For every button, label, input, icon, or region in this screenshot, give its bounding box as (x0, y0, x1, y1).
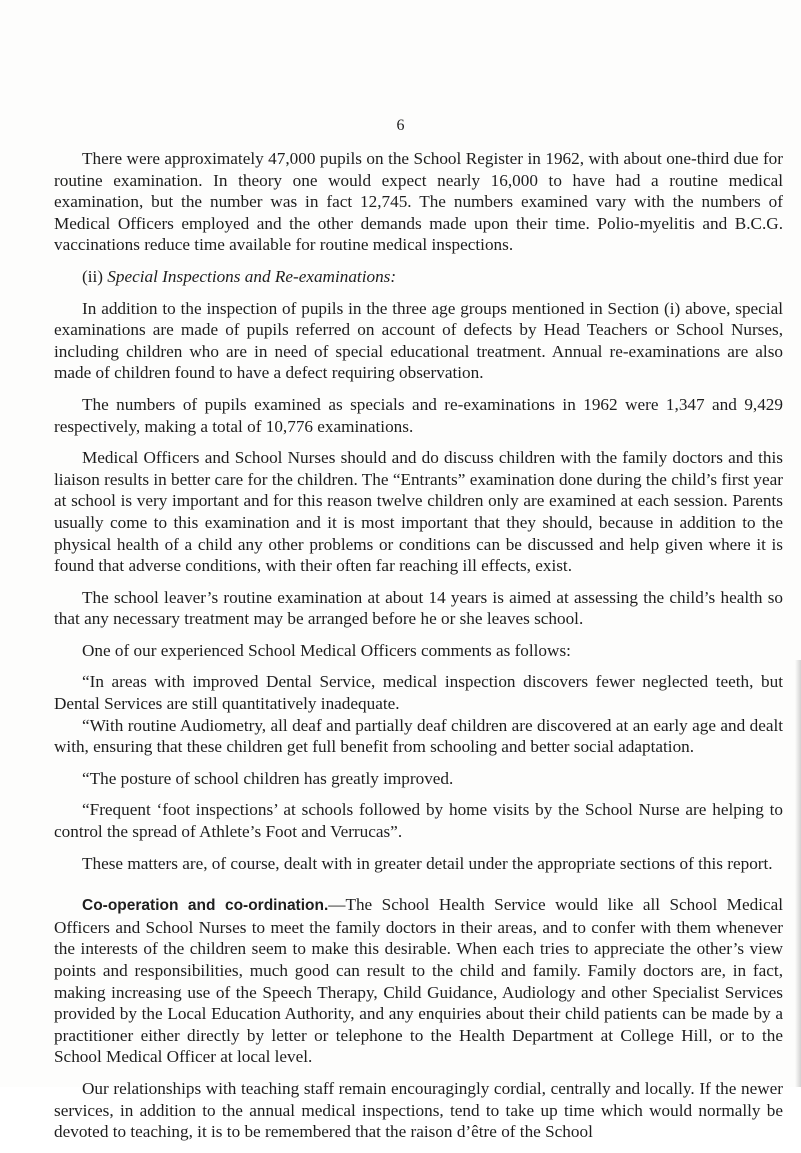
section-number: (ii) (82, 266, 108, 286)
paragraph-further-detail: These matters are, of course, dealt with in greater detail under the appropriate sections of this report. (82, 853, 773, 873)
quote-audiometry: “With routine Audiometry, all deaf and partially deaf children are discovered at an early age and dealt with, ensuring that these children get full benefit from schooling and better social adaptation. (54, 715, 783, 757)
quote-foot-inspections: “Frequent ‘foot inspections’ at schools followed by home visits by the School Nurse are helping to control the spread of Athlete’s Foot and Verrucas”. (54, 800, 783, 842)
cooperation-heading: Co-operation and co-ordination. (82, 897, 329, 915)
section-title: Special Inspections and Re-examinations: (107, 266, 397, 286)
paragraph-comments-intro: One of our experienced School Medical Officers comments as follows: (82, 640, 571, 660)
quote-posture: “The posture of school children has greatly improved. (82, 768, 454, 788)
paragraph-cooperation (54, 894, 783, 1068)
section-heading (54, 266, 783, 288)
page-number: 6 (396, 117, 405, 134)
body-text (54, 148, 783, 1153)
paragraph-special-examinations: In addition to the inspection of pupils in the three age groups mentioned in Section (i) above, special examinations are made of pupils referred on account of defects by Head Teachers or School Nurses, including children who are in need of special educational treatment. Annual re-examinations are also made of children found to have a defect requiring observation. (54, 298, 783, 383)
paragraph-school-leaver: The school leaver’s routine examination at about 14 years is aimed at assessing the child’s health so that any necessary treatment may be arranged before he or she leaves school. (54, 587, 783, 629)
page-edge-shadow (795, 660, 801, 1087)
paragraph-numbers-examined: The numbers of pupils examined as specials and re-examinations in 1962 were 1,347 and 9,429 respectively, making a total of 10,776 examinations. (54, 394, 783, 436)
paragraph-register: There were approximately 47,000 pupils on the School Register in 1962, with about one-third due for routine examination. In theory one would expect nearly 16,000 to have had a routine medical examination, but the number was in fact 12,745. The numbers examined vary with the numbers of Medical Officers employed and the other demands made upon their time. Polio-myelitis and B.C.G. vaccinations reduce time available for routine medical inspections. (54, 149, 783, 255)
paragraph-teaching-staff: Our relationships with teaching staff remain encouragingly cordial, centrally and locally. If the newer services, in addition to the annual medical inspections, tend to take up time which would normally be devoted to teaching, it is to be remembered that the raison d’être of the School (54, 1078, 783, 1142)
paragraph-liaison: Medical Officers and School Nurses should and do discuss children with the family doctors and this liaison results in better care for the children. The “Entrants” examination done during the child’s first year at school is very important and for this reason twelve children only are examined at each session. Parents usually come to this examination and it is most important that they should, because in addition to the physical health of a child any other problems or conditions can be discussed and help given where it is found that adverse conditions, with their often far reaching ill effects, exist. (54, 448, 783, 576)
quote-dental: “In areas with improved Dental Service, medical inspection discovers fewer neglected teeth, but Dental Services are still quantitatively inadequate. (54, 672, 783, 714)
cooperation-text: —The School Health Service would like all School Medical Officers and School Nurses to meet the family doctors in their areas, and to confer with them whenever the interests of the children seem to make this desirable. When each tries to appreciate the other’s view points and responsibilities, much good can result to the child and family. Family doctors are, in fact, making increasing use of the Speech Therapy, Child Guidance, Audiology and other Specialist Services provided by the Local Education Authority, and any enquiries about their child patients can be made by a practitioner either directly by letter or telephone to the Health Department at College Hill, or to the School Medical Officer at local level. (54, 895, 783, 1067)
